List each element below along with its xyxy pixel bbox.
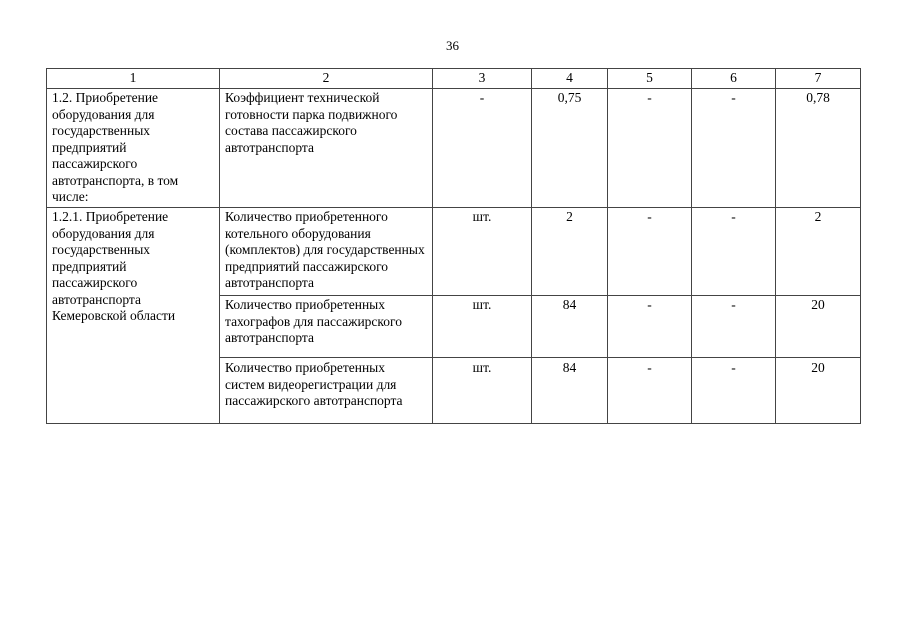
value-cell-col5: - — [608, 208, 692, 296]
value-cell-col6: - — [692, 89, 776, 208]
value-cell-col5: - — [608, 296, 692, 358]
activity-cell: 1.2. Приобретение оборудования для государственных предприятий пассажирского автотранспорта, в том числе: — [47, 89, 220, 208]
table-row — [47, 208, 861, 296]
value-cell-col7: 20 — [776, 296, 861, 358]
value-cell-col5: - — [608, 89, 692, 208]
unit-cell: шт. — [433, 296, 532, 358]
unit-cell: шт. — [433, 358, 532, 424]
header-row — [47, 69, 861, 89]
indicators-table — [46, 68, 861, 424]
page-number: 36 — [446, 38, 459, 53]
indicator-cell: Количество приобретенного котельного оборудования (комплектов) для государственных предприятий пассажирского автотранспорта — [220, 208, 433, 296]
value-cell-col4: 0,75 — [532, 89, 608, 208]
value-cell-col6: - — [692, 358, 776, 424]
value-cell-col6: - — [692, 208, 776, 296]
column-header-6: 6 — [692, 69, 776, 89]
column-header-7: 7 — [776, 69, 861, 89]
table-row — [47, 89, 861, 208]
unit-cell: - — [433, 89, 532, 208]
value-cell-col7: 20 — [776, 358, 861, 424]
column-header-3: 3 — [433, 69, 532, 89]
activity-cell: 1.2.1. Приобретение оборудования для государственных предприятий пассажирского автотранспорта Кемеровской области — [47, 208, 220, 424]
value-cell-col7: 2 — [776, 208, 861, 296]
value-cell-col6: - — [692, 296, 776, 358]
indicator-cell: Количество приобретенных тахографов для пассажирского автотранспорта — [220, 296, 433, 358]
column-header-5: 5 — [608, 69, 692, 89]
column-header-4: 4 — [532, 69, 608, 89]
indicator-cell: Количество приобретенных систем видеорегистрации для пассажирского автотранспорта — [220, 358, 433, 424]
column-header-2: 2 — [220, 69, 433, 89]
value-cell-col5: - — [608, 358, 692, 424]
value-cell-col4: 84 — [532, 358, 608, 424]
column-header-1: 1 — [47, 69, 220, 89]
value-cell-col4: 84 — [532, 296, 608, 358]
value-cell-col4: 2 — [532, 208, 608, 296]
value-cell-col7: 0,78 — [776, 89, 861, 208]
unit-cell: шт. — [433, 208, 532, 296]
indicator-cell: Коэффициент технической готовности парка подвижного состава пассажирского автотранспорта — [220, 89, 433, 208]
